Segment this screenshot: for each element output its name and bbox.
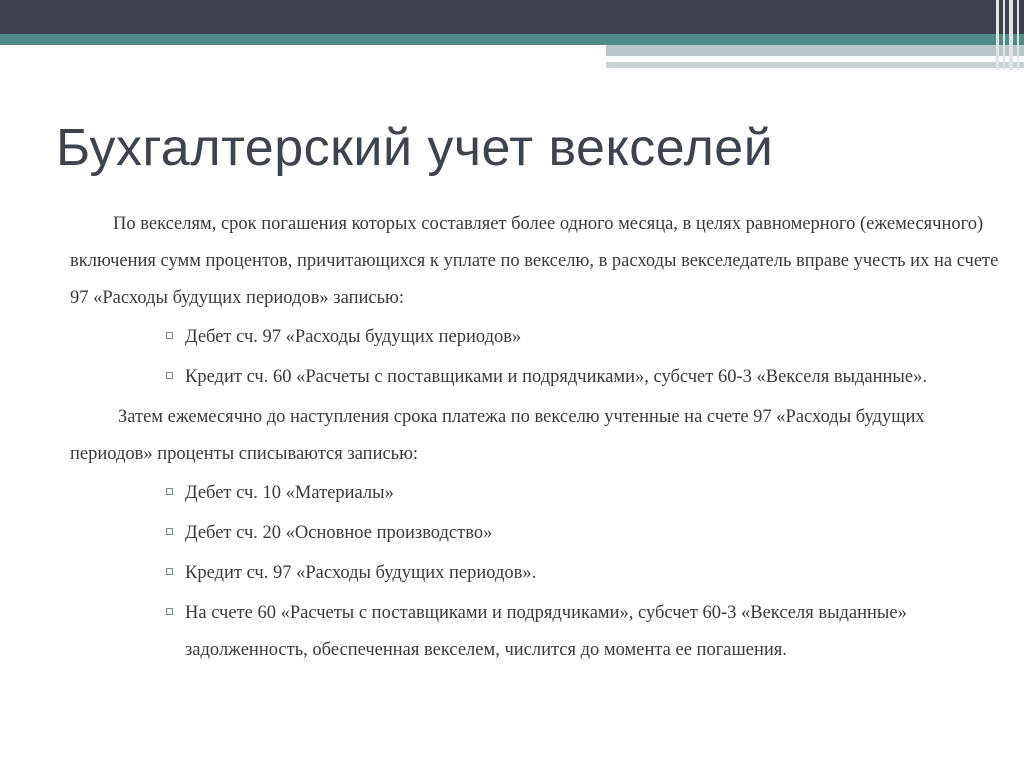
square-bullet-icon	[166, 528, 173, 535]
list-item-text: Дебет сч. 10 «Материалы»	[185, 483, 394, 503]
entry-list-2	[70, 475, 1000, 669]
slide-body	[70, 206, 1000, 672]
square-bullet-icon	[166, 372, 173, 379]
entry-list-1	[70, 319, 1000, 396]
list-item-text: На счете 60 «Расчеты с поставщиками и подрядчиками», субсчет 60-3 «Векселя выданные» задолженность, обеспеченная векселем, числится до момента ее погашения.	[185, 603, 907, 660]
header-band-teal	[0, 34, 1024, 45]
list-item	[166, 515, 965, 552]
header-band-dark	[0, 0, 1024, 34]
list-item-text: Кредит сч. 97 «Расходы будущих периодов».	[185, 563, 537, 583]
paragraph-intro: По векселям, срок погашения которых составляет более одного месяца, в целях равномерного (ежемесячного) включения сумм процентов, причитающихся к уплате по векселю, в расходы векселедатель вправе учесть их на счете 97 «Расходы будущих периодов» записью:	[70, 214, 999, 308]
list-item-text: Кредит сч. 60 «Расчеты с поставщиками и подрядчиками», субсчет 60-3 «Векселя выданные».	[185, 367, 927, 387]
list-item	[166, 359, 965, 396]
list-item-text: Дебет сч. 97 «Расходы будущих периодов»	[185, 327, 522, 347]
slide-title: Бухгалтерский учет векселей	[56, 119, 774, 177]
list-item-text: Дебет сч. 20 «Основное производство»	[185, 523, 493, 543]
header-vertical-lines	[992, 0, 1024, 70]
header-band-light-2	[606, 62, 1024, 68]
square-bullet-icon	[166, 608, 173, 615]
square-bullet-icon	[166, 488, 173, 495]
list-item	[166, 319, 965, 356]
list-item	[166, 475, 965, 512]
square-bullet-icon	[166, 568, 173, 575]
header-white-line	[826, 56, 946, 59]
header-band-light	[606, 45, 1024, 56]
paragraph-writeoff: Затем ежемесячно до наступления срока платежа по векселю учтенные на счете 97 «Расходы будущих периодов» проценты списываются записью:	[70, 407, 925, 464]
list-item	[166, 595, 965, 669]
square-bullet-icon	[166, 332, 173, 339]
list-item	[166, 555, 965, 592]
